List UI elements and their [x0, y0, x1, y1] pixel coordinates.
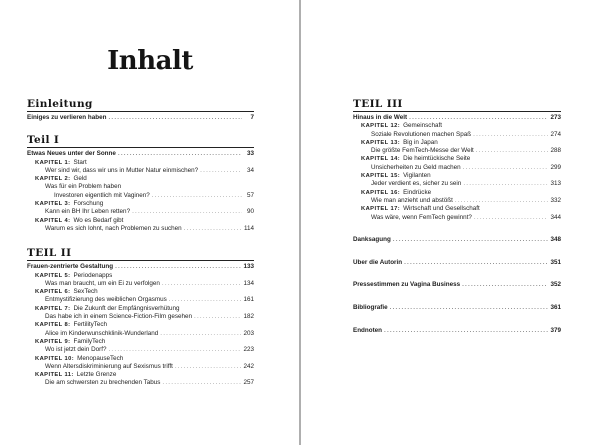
section-teil-1 — [27, 134, 254, 233]
part-heading-teil-3: TEIL III — [353, 98, 561, 112]
toc-entry[interactable]: Frauen-zentrierte Gestaltung ..... 133 — [27, 263, 254, 271]
toc-entry[interactable]: Wo ist jetzt dein Dorf? ..... 223 — [27, 346, 254, 354]
part-heading-teil-2: TEIL II — [27, 247, 254, 261]
toc-entry[interactable]: Was wäre, wenn FemTech gewinnt? ..... 344 — [353, 214, 561, 222]
section-einleitung — [27, 98, 254, 122]
part-heading-teil-1: Teil I — [27, 134, 254, 148]
part-heading-einleitung: Einleitung — [27, 98, 254, 112]
chapter-label: KAPITEL 13: Big in Japan — [361, 138, 438, 146]
chapter-label: KAPITEL 16: Eindrücke — [361, 188, 432, 196]
toc-entry[interactable]: Hinaus in die Welt ..... 273 — [353, 114, 561, 122]
toc-entry[interactable]: Was man braucht, um ein Ei zu verfolgen ..... 134 — [27, 280, 254, 288]
chapter-label: KAPITEL 4: Wo es Bedarf gibt — [35, 216, 124, 224]
chapter-label: KAPITEL 8: FertilityTech — [35, 321, 108, 329]
toc-left — [27, 98, 254, 398]
toc-entry[interactable]: Wer sind wir, dass wir uns in Mutter Natur einmischen? ..... 34 — [27, 167, 254, 175]
chapter-label: KAPITEL 17: Wirtschaft und Gesellschaft — [361, 205, 480, 213]
toc-entry[interactable]: Investoren eigentlich mit Vaginen? ..... 57 — [27, 192, 254, 200]
toc-entry[interactable]: Entmystifizierung des weiblichen Orgasmus ..... 161 — [27, 296, 254, 304]
chapter-label: KAPITEL 3: Forschung — [35, 200, 104, 208]
chapter-label: KAPITEL 14: Die heimtückische Seite — [361, 155, 471, 163]
toc-entry[interactable]: Alice im Kinderwunschklinik-Wunderland ..... 203 — [27, 330, 254, 338]
toc-right — [353, 98, 561, 350]
toc-entry[interactable]: Das habe ich in einem Science-Fiction-Film gesehen ..... 182 — [27, 313, 254, 321]
toc-entry-danksagung[interactable]: Danksagung ..... 348 — [353, 236, 561, 244]
toc-entry-line: Was für ein Problem haben — [45, 183, 122, 191]
chapter-label: KAPITEL 12: Gemeinschaft — [361, 122, 442, 130]
contents-title: Inhalt — [107, 46, 193, 76]
chapter-label: KAPITEL 10: MenopauseTech — [35, 354, 124, 362]
toc-entry[interactable]: Soziale Revolutionen machen Spaß ..... 274 — [353, 131, 561, 139]
toc-entry[interactable]: Wenn Altersdiskriminierung auf Sexismus trifft ..... 242 — [27, 363, 254, 371]
toc-entry[interactable]: Jeder verdient es, sicher zu sein ..... 313 — [353, 180, 561, 188]
toc-entry[interactable]: Kann ein BH Ihr Leben retten? ..... 90 — [27, 208, 254, 216]
chapter-label: KAPITEL 2: Geld — [35, 175, 87, 183]
toc-entry[interactable]: Warum es sich lohnt, nach Problemen zu suchen ..... 114 — [27, 225, 254, 233]
toc-entry[interactable]: Etwas Neues unter der Sonne ..... 33 — [27, 150, 254, 158]
toc-entry[interactable]: Die größte FemTech-Messe der Welt ..... 288 — [353, 147, 561, 155]
chapter-label: KAPITEL 9: FamilyTech — [35, 337, 106, 345]
chapter-label: KAPITEL 5: Periodenapps — [35, 271, 113, 279]
toc-entry[interactable]: Wie man anzieht und abstößt ..... 332 — [353, 197, 561, 205]
section-teil-2 — [27, 247, 254, 387]
toc-entry-pressestimmen[interactable]: Pressestimmen zu Vagina Business ..... 352 — [353, 281, 561, 289]
toc-entry-bibliografie[interactable]: Bibliografie ..... 361 — [353, 304, 561, 312]
section-teil-3 — [353, 98, 561, 222]
toc-entry-endnoten[interactable]: Endnoten ..... 379 — [353, 327, 561, 335]
toc-entry[interactable]: Die am schwersten zu brechenden Tabus ..... 257 — [27, 379, 254, 387]
chapter-label: KAPITEL 1: Start — [35, 158, 87, 166]
toc-entry-autorin[interactable]: Über die Autorin ..... 351 — [353, 259, 561, 267]
toc-entry[interactable]: Unsicherheiten zu Geld machen ..... 299 — [353, 164, 561, 172]
toc-entry[interactable]: Einiges zu verlieren haben ..... 7 — [27, 114, 254, 122]
chapter-label: KAPITEL 7: Die Zukunft der Empfängnisverhütung — [35, 304, 180, 312]
chapter-label: KAPITEL 6: SexTech — [35, 288, 98, 296]
chapter-label: KAPITEL 15: Vigilanten — [361, 172, 431, 180]
chapter-label: KAPITEL 11: Letzte Grenze — [35, 371, 117, 379]
